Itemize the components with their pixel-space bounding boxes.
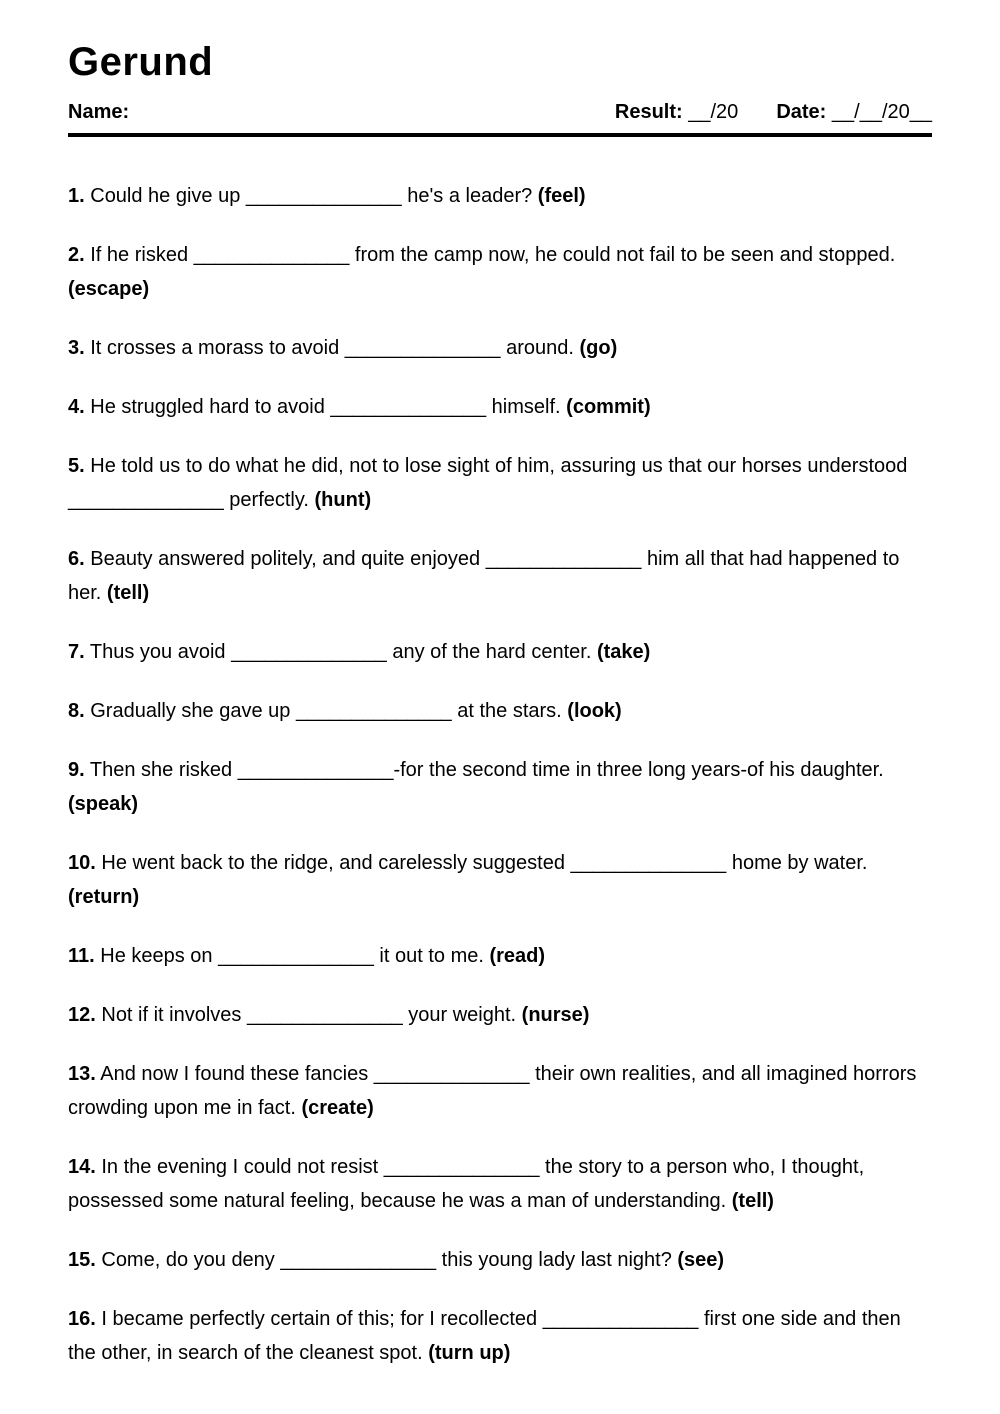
verb-hint: (see)	[677, 1248, 725, 1271]
question-text: Come, do you deny	[95, 1248, 281, 1271]
question-text: And now I found these fancies	[95, 1062, 374, 1085]
verb-hint: (nurse)	[521, 1003, 590, 1026]
question-13	[68, 1057, 932, 1125]
verb-hint: (take)	[596, 640, 651, 663]
answer-blank: ______________	[245, 184, 402, 207]
question-number: 4.	[68, 395, 85, 418]
question-text: Thus you avoid	[84, 640, 232, 663]
verb-hint: (feel)	[537, 184, 586, 207]
question-15	[68, 1243, 932, 1277]
question-number: 5.	[68, 454, 85, 477]
verb-hint: (tell)	[731, 1189, 774, 1212]
question-number: 10.	[68, 851, 96, 874]
questions	[68, 179, 932, 1370]
question-text: Beauty answered politely, and quite enjoyed	[84, 547, 486, 570]
verb-hint: (speak)	[68, 792, 139, 815]
question-text: from the camp now, he could not fail to be seen and stopped.	[349, 243, 896, 266]
question-number: 15.	[68, 1248, 96, 1271]
question-number: 12.	[68, 1003, 96, 1026]
question-number: 14.	[68, 1155, 96, 1178]
question-12	[68, 998, 932, 1032]
answer-blank: ______________	[246, 1003, 403, 1026]
question-1	[68, 179, 932, 213]
question-6	[68, 542, 932, 610]
header-right	[615, 101, 932, 124]
result-value: __/20	[688, 100, 739, 123]
answer-blank: ______________	[237, 758, 394, 781]
question-text: Gradually she gave up	[84, 699, 296, 722]
question-text: If he risked	[84, 243, 194, 266]
question-3	[68, 331, 932, 365]
question-number: 1.	[68, 184, 85, 207]
name-label: Name:	[68, 100, 130, 123]
question-number: 7.	[68, 640, 85, 663]
question-text: Not if it involves	[95, 1003, 247, 1026]
question-number: 8.	[68, 699, 85, 722]
question-text: He struggled hard to avoid	[84, 395, 331, 418]
result-field	[615, 101, 738, 124]
question-text: himself.	[486, 395, 567, 418]
verb-hint: (create)	[301, 1096, 374, 1119]
answer-blank: ______________	[542, 1307, 699, 1330]
question-text: first one side and then the other, in search of the cleanest spot.	[68, 1307, 901, 1364]
verb-hint: (go)	[579, 336, 618, 359]
answer-blank: ______________	[570, 851, 727, 874]
question-number: 6.	[68, 547, 85, 570]
answer-blank: ______________	[68, 488, 224, 511]
question-number: 13.	[68, 1062, 96, 1085]
question-text: -for the second time in three long years-of his daughter.	[393, 758, 884, 781]
verb-hint: (turn up)	[428, 1341, 511, 1364]
question-text: around.	[500, 336, 580, 359]
question-text: I became perfectly certain of this; for I recollected	[95, 1307, 543, 1330]
verb-hint: (look)	[567, 699, 622, 722]
answer-blank: ______________	[280, 1248, 437, 1271]
question-text: Then she risked	[84, 758, 238, 781]
question-text: any of the hard center.	[386, 640, 597, 663]
date-value: __/__/20__	[831, 100, 932, 123]
question-16	[68, 1302, 932, 1370]
question-text: perfectly.	[223, 488, 315, 511]
question-4	[68, 390, 932, 424]
question-text: their own realities, and all imagined horrors crowding upon me in fact.	[68, 1062, 917, 1119]
question-11	[68, 939, 932, 973]
question-9	[68, 753, 932, 821]
answer-blank: ______________	[295, 699, 452, 722]
answer-blank: ______________	[344, 336, 501, 359]
answer-blank: ______________	[485, 547, 642, 570]
result-label: Result:	[614, 100, 683, 123]
question-number: 9.	[68, 758, 85, 781]
question-number: 3.	[68, 336, 85, 359]
question-14	[68, 1150, 932, 1218]
answer-blank: ______________	[218, 944, 374, 967]
question-7	[68, 635, 932, 669]
date-field	[776, 101, 932, 124]
answer-blank: ______________	[330, 395, 487, 418]
verb-hint: (tell)	[106, 581, 150, 604]
answer-blank: ______________	[193, 243, 350, 266]
question-text: It crosses a morass to avoid	[84, 336, 345, 359]
question-2	[68, 238, 932, 306]
answer-blank: ______________	[231, 640, 387, 663]
question-8	[68, 694, 932, 728]
question-10	[68, 846, 932, 914]
question-text: He keeps on	[94, 944, 219, 967]
page-title: Gerund	[68, 40, 214, 84]
question-text: In the evening I could not resist	[95, 1155, 384, 1178]
verb-hint: (escape)	[68, 277, 150, 300]
question-text: the story to a person who, I thought, possessed some natural feeling, because he was a man of understanding.	[68, 1155, 865, 1212]
question-text: home by water.	[726, 851, 868, 874]
answer-blank: ______________	[383, 1155, 540, 1178]
verb-hint: (return)	[68, 885, 140, 908]
verb-hint: (read)	[489, 944, 546, 967]
worksheet-header	[68, 101, 932, 137]
question-text: your weight.	[402, 1003, 522, 1026]
question-text: He went back to the ridge, and carelessly suggested	[95, 851, 571, 874]
question-number: 16.	[68, 1307, 96, 1330]
question-text: he's a leader?	[401, 184, 538, 207]
question-number: 11.	[68, 944, 95, 967]
verb-hint: (commit)	[566, 395, 651, 418]
date-label: Date:	[776, 100, 827, 123]
verb-hint: (hunt)	[314, 488, 372, 511]
question-text: him all that had happened to her.	[68, 547, 900, 604]
question-5	[68, 449, 932, 517]
question-number: 2.	[68, 243, 85, 266]
question-text: this young lady last night?	[436, 1248, 678, 1271]
question-text: Could he give up	[84, 184, 246, 207]
question-text: it out to me.	[373, 944, 490, 967]
question-text: He told us to do what he did, not to lose sight of him, assuring us that our horses understood	[84, 454, 908, 477]
question-text: at the stars.	[451, 699, 568, 722]
answer-blank: ______________	[373, 1062, 530, 1085]
